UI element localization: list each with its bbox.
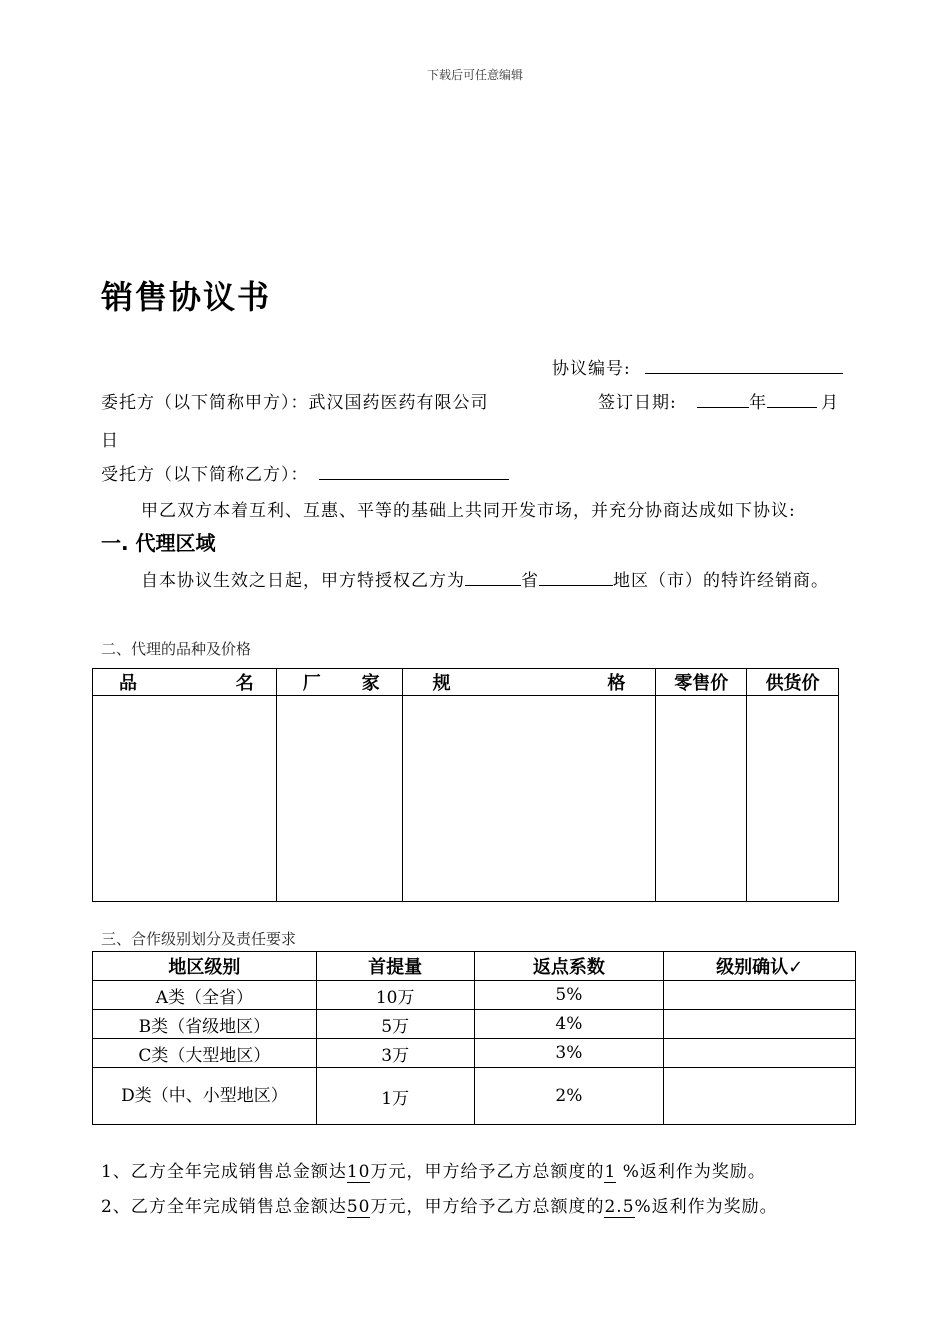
cell-retail-price[interactable]: [656, 696, 747, 902]
cell-confirm[interactable]: [664, 1010, 856, 1039]
cell-confirm[interactable]: [664, 981, 856, 1010]
agreement-no-label: 协议编号:: [552, 359, 631, 379]
agreement-no-blank: [645, 357, 843, 374]
year-blank: [697, 391, 749, 408]
col-retail-price: 零售价: [656, 669, 747, 696]
province-label: 省: [521, 571, 539, 591]
month-label: 月: [821, 393, 840, 413]
term-item: 1、乙方全年完成销售总金额达10万元，甲方给予乙方总额度的1 %返利作为奖励。: [101, 1162, 766, 1182]
cell-name[interactable]: [93, 696, 277, 902]
intro-paragraph: 甲乙双方本着互利、互惠、平等的基础上共同开发市场，并充分协商达成如下协议:: [141, 501, 796, 521]
day-label: 日: [101, 431, 119, 451]
product-price-table: [92, 668, 839, 902]
province-blank: [465, 569, 521, 586]
term-item: 2、乙方全年完成销售总金额达50万元，甲方给予乙方总额度的2.5%返利作为奖励。: [101, 1197, 778, 1217]
section3-heading: 三、合作级别划分及责任要求: [101, 930, 297, 948]
col-region-level: 地区级别: [93, 952, 317, 981]
cell-rebate: 4%: [474, 1010, 664, 1039]
agent-label: 受托方（以下简称乙方）：: [101, 465, 309, 485]
col-level-confirm: 级别确认✓: [664, 952, 856, 981]
cell-supply-price[interactable]: [747, 696, 839, 902]
table-row: [93, 981, 856, 1010]
sign-date-label: 签订日期:: [598, 393, 677, 413]
table-row: [93, 1039, 856, 1068]
principal-line: 委托方（以下简称甲方）：武汉国药医药有限公司: [101, 393, 489, 413]
table-row: [93, 1010, 856, 1039]
product-table-body: [93, 696, 839, 902]
cell-rebate: 5%: [474, 981, 664, 1010]
agent-row: [101, 460, 509, 485]
region-blank: [539, 569, 613, 586]
col-rebate-rate: 返点系数: [474, 952, 664, 981]
col-initial-amount: 首提量: [316, 952, 474, 981]
document-title: 销售协议书: [101, 278, 272, 316]
section1-text: [141, 566, 829, 591]
section1-heading: 一. 代理区域: [101, 531, 216, 555]
month-blank: [767, 391, 817, 408]
cell-amount: 5万: [316, 1010, 474, 1039]
cooperation-level-table: [92, 951, 856, 1125]
agreement-no-row: [552, 354, 843, 379]
term-amount: 10: [346, 1162, 371, 1182]
table-row: [93, 1068, 856, 1125]
col-manufacturer: 厂 家: [276, 669, 402, 696]
cell-level: B类（省级地区）: [93, 1010, 317, 1039]
cell-amount: 10万: [316, 981, 474, 1010]
cell-manufacturer[interactable]: [276, 696, 402, 902]
agent-blank: [319, 463, 509, 480]
cell-amount: 1万: [316, 1068, 474, 1125]
col-name: 品 名: [93, 669, 277, 696]
cell-confirm[interactable]: [664, 1039, 856, 1068]
sign-date-row: [598, 388, 839, 413]
col-spec: 规 格: [402, 669, 656, 696]
section1-text-a: 自本协议生效之日起，甲方特授权乙方为: [141, 571, 465, 591]
col-supply-price: 供货价: [747, 669, 839, 696]
section2-heading: 二、代理的品种及价格: [101, 640, 252, 658]
cell-level: C类（大型地区）: [93, 1039, 317, 1068]
section1-text-b: 地区（市）的特许经销商。: [613, 571, 829, 591]
cell-amount: 3万: [316, 1039, 474, 1068]
level-table-header: [93, 952, 856, 981]
year-label: 年: [749, 393, 768, 413]
cell-rebate: 2%: [474, 1068, 664, 1125]
term-percent: 2.5: [604, 1197, 635, 1217]
product-table-header: [93, 669, 839, 696]
term-amount: 50: [346, 1197, 371, 1217]
cell-confirm[interactable]: [664, 1068, 856, 1125]
cell-rebate: 3%: [474, 1039, 664, 1068]
cell-level: A类（全省）: [93, 981, 317, 1010]
cell-level: D类（中、小型地区）: [93, 1068, 317, 1125]
cell-spec[interactable]: [402, 696, 656, 902]
header-note: 下载后可任意编辑: [426, 68, 523, 82]
term-percent: 1: [604, 1162, 617, 1182]
